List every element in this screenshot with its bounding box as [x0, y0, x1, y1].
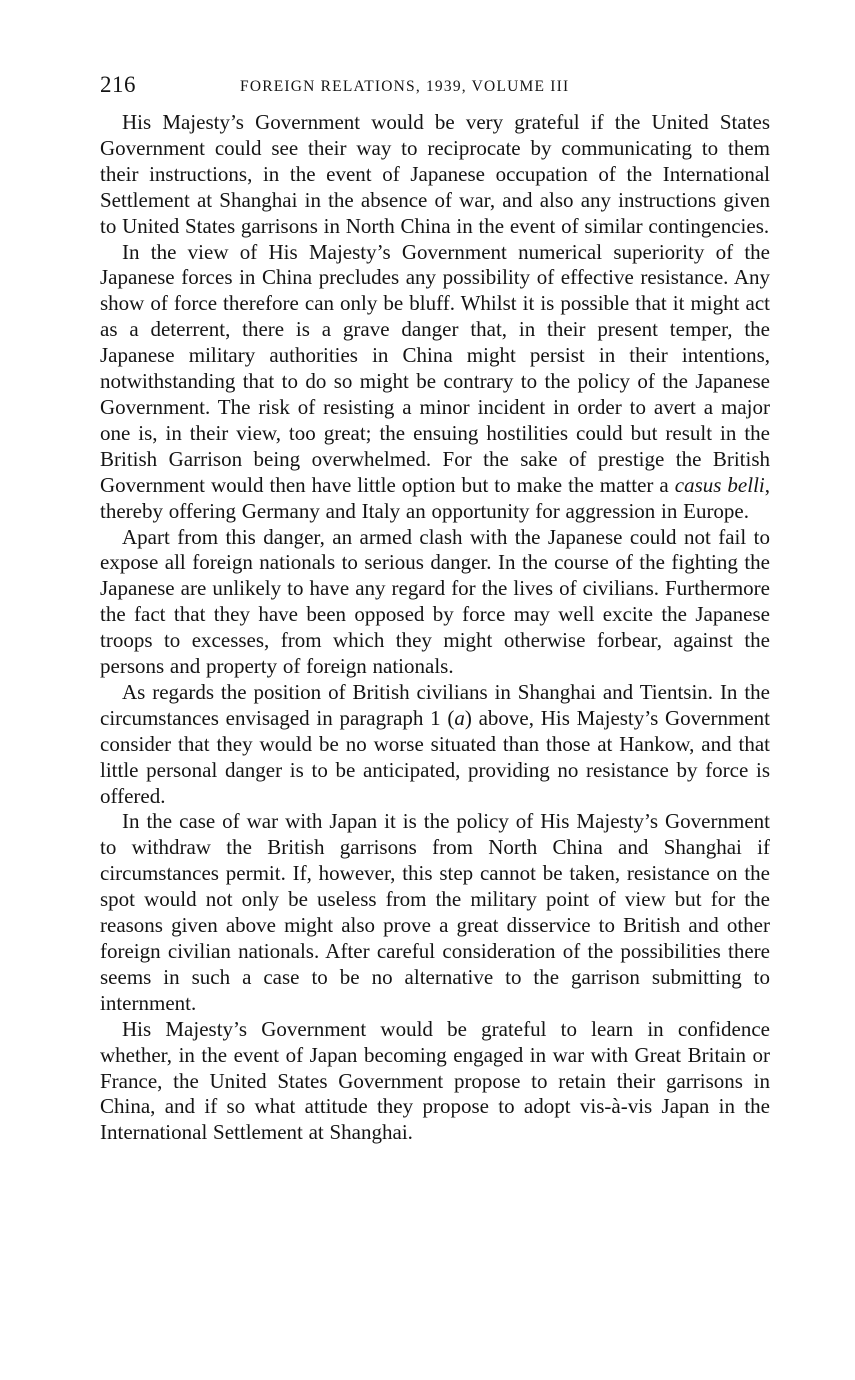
- paragraph-4-italic: a: [454, 705, 465, 730]
- paragraph-1: [100, 110, 770, 240]
- paragraph-6-text: His Majesty’s Government would be grateful to learn in confidence whether, in the event of Japan becoming engaged in war with Great Britain or France, the United States Government propose to retain their garrisons in China, and if so what attitude they propose to adopt vis-à-vis Japan in the International Settlement at Shanghai.: [100, 1016, 770, 1145]
- paragraph-4: [100, 680, 770, 810]
- paragraph-6: [100, 1017, 770, 1147]
- paragraph-3-text: Apart from this danger, an armed clash with the Japanese could not fail to expose all foreign nationals to serious danger. In the course of the fighting the Japanese are unlikely to have any regard for the lives of civilians. Furthermore the fact that they have been opposed by force may well excite the Japanese troops to excesses, from which they might otherwise forbear, against the persons and property of foreign nationals.: [100, 524, 770, 679]
- paragraph-4-text: As regards the position of British civilians in Shanghai and Tientsin. In the circumstances envisaged in paragraph 1 (: [100, 679, 770, 730]
- document-page: [100, 70, 770, 1146]
- paragraph-4-text-after: ) above, His Majesty’s Government consider that they would be no worse situated than those at Hankow, and that little personal danger is to be anticipated, providing no resistance by force is offered.: [100, 705, 770, 808]
- paragraph-2-text-after: , thereby offering Germany and Italy an opportunity for aggression in Europe.: [100, 472, 770, 523]
- paragraph-5: [100, 809, 770, 1016]
- paragraph-2: [100, 240, 770, 525]
- paragraph-5-text: In the case of war with Japan it is the policy of His Majesty’s Government to withdraw the British garrisons from North China and Shanghai if circumstances permit. If, however, this step cannot be taken, resistance on the spot would not only be useless from the military point of view but for the reasons given above might also prove a great disservice to British and other foreign civilian nationals. After careful consideration of the possibilities there seems in such a case to be no alternative to the garrison submitting to internment.: [100, 809, 770, 1015]
- paragraph-2-text: In the view of His Majesty’s Government numerical superiority of the Japanese forces in China precludes any possibility of effective resistance. Any show of force therefore can only be bluff. Whilst it is possible that it might act as a deterrent, there is a grave danger that, in their present temper, the Japanese military authorities in China might persist in their intentions, notwithstanding that to do so might be contrary to the policy of the Japanese Government. The risk of resisting a minor incident in order to avert a major one is, in their view, too great; the ensuing hostilities could but result in the British Garrison being overwhelmed. For the sake of prestige the British Government would then have little option but to make the matter a: [100, 239, 770, 497]
- paragraph-1-text: His Majesty’s Government would be very grateful if the United States Government could see their way to reciprocate by communicating to them their instructions, in the event of Japanese occupation of the International Settlement at Shanghai in the absence of war, and also any instructions given to United States garrisons in North China in the event of similar contingencies.: [100, 110, 770, 238]
- paragraph-2-italic: casus belli: [674, 472, 765, 497]
- page-number: 216: [100, 72, 136, 97]
- body-text: [100, 110, 770, 1146]
- running-head: [100, 70, 770, 110]
- running-title: FOREIGN RELATIONS, 1939, VOLUME III: [240, 78, 570, 95]
- paragraph-3: [100, 525, 770, 680]
